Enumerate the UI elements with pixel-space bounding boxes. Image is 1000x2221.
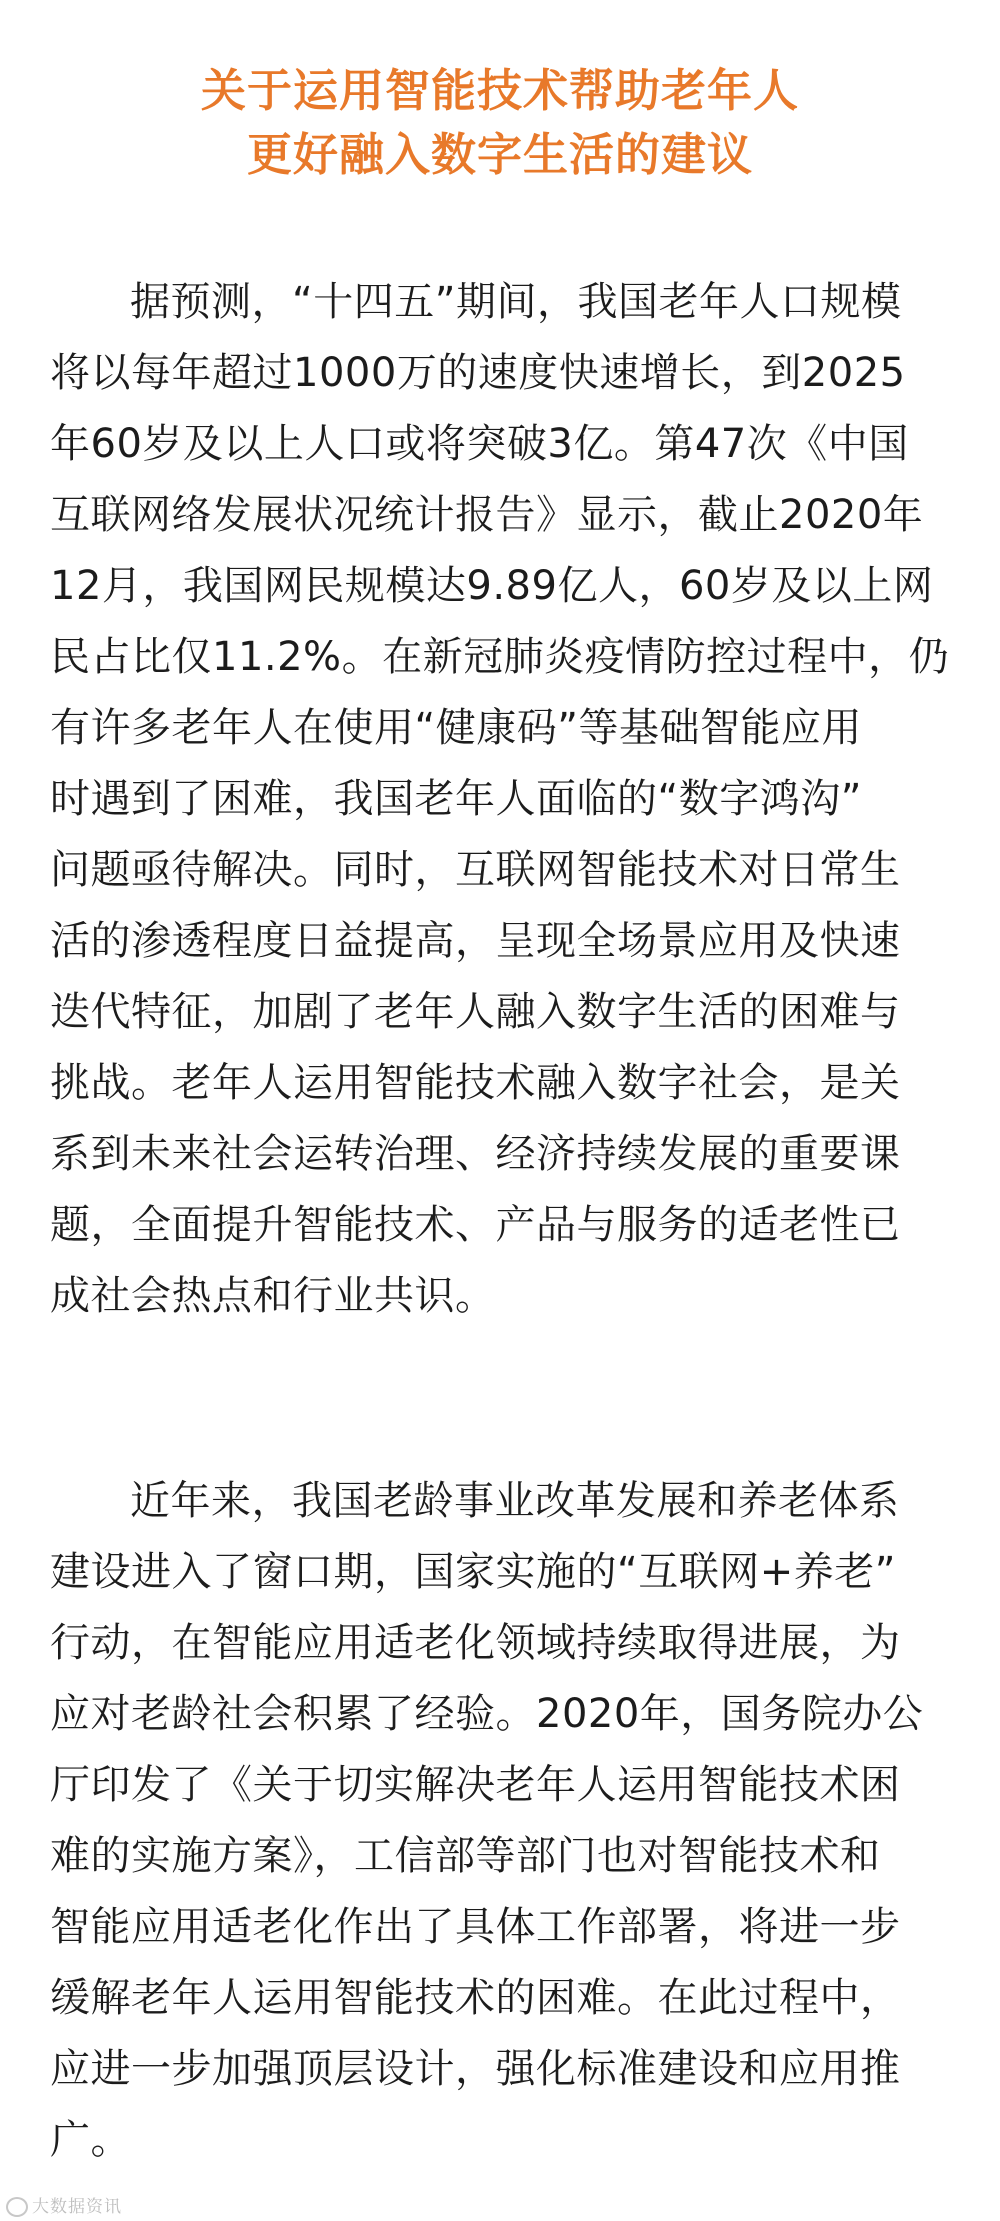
paragraph-line: 问题亟待解决。同时，互联网智能技术对日常生: [50, 847, 901, 893]
paragraph-line: 据预测，“十四五”期间，我国老年人口规模: [130, 279, 902, 325]
article-title-line-2: 更好融入数字生活的建议: [246, 128, 753, 181]
paragraph-line: 年60岁及以上人口或将突破3亿。第47次《中国: [50, 421, 909, 467]
paragraph-line: 12月，我国网民规模达9.89亿人，60岁及以上网: [50, 563, 934, 609]
paragraph-line: 题，全面提升智能技术、产品与服务的适老性已: [50, 1202, 901, 1248]
paragraph-line: 活的渗透程度日益提高，呈现全场景应用及快速: [50, 918, 901, 964]
paragraph-line: 有许多老年人在使用“健康码”等基础智能应用: [50, 705, 862, 751]
paragraph-line: 迭代特征，加剧了老年人融入数字生活的困难与: [50, 989, 901, 1035]
paragraph-line: 时遇到了困难，我国老年人面临的“数字鸿沟”: [50, 776, 862, 822]
paragraph-line: 行动，在智能应用适老化领域持续取得进展，为: [50, 1620, 901, 1666]
paragraph-line: 民占比仅11.2%。在新冠肺炎疫情防控过程中，仍: [50, 634, 950, 680]
paragraph-2: [50, 1466, 955, 2176]
article-title-line-1: 关于运用智能技术帮助老年人: [200, 64, 799, 117]
paragraph-line: 将以每年超过1000万的速度快速增长，到2025: [50, 350, 906, 396]
watermark-text: 大数据资讯: [32, 2197, 122, 2217]
paragraph-line: 成社会热点和行业共识。: [50, 1273, 496, 1319]
paragraph-line: 广。: [50, 2117, 131, 2163]
watermark: [6, 2192, 122, 2217]
paragraph-line: 系到未来社会运转治理、经济持续发展的重要课: [50, 1131, 901, 1177]
paragraph-line: 厅印发了《关于切实解决老年人运用智能技术困: [50, 1762, 901, 1808]
watermark-logo-icon: [6, 2197, 28, 2217]
paragraph-line: 建设进入了窗口期，国家实施的“互联网+养老”: [50, 1549, 896, 1595]
paragraph-1: [50, 267, 955, 1332]
paragraph-line: 缓解老年人运用智能技术的困难。在此过程中，: [50, 1975, 901, 2021]
paragraph-line: 智能应用适老化作出了具体工作部署，将进一步: [50, 1904, 901, 1950]
paragraph-line: 应对老龄社会积累了经验。2020年，国务院办公: [50, 1691, 924, 1737]
paragraph-line: 互联网络发展状况统计报告》显示，截止2020年: [50, 492, 924, 538]
paragraph-line: 挑战。老年人运用智能技术融入数字社会，是关: [50, 1060, 901, 1106]
paragraph-line: 近年来，我国老龄事业改革发展和养老体系: [130, 1478, 900, 1524]
paragraph-line: 难的实施方案》，工信部等部门也对智能技术和: [50, 1833, 881, 1879]
paragraph-line: 应进一步加强顶层设计，强化标准建设和应用推: [50, 2046, 901, 2092]
